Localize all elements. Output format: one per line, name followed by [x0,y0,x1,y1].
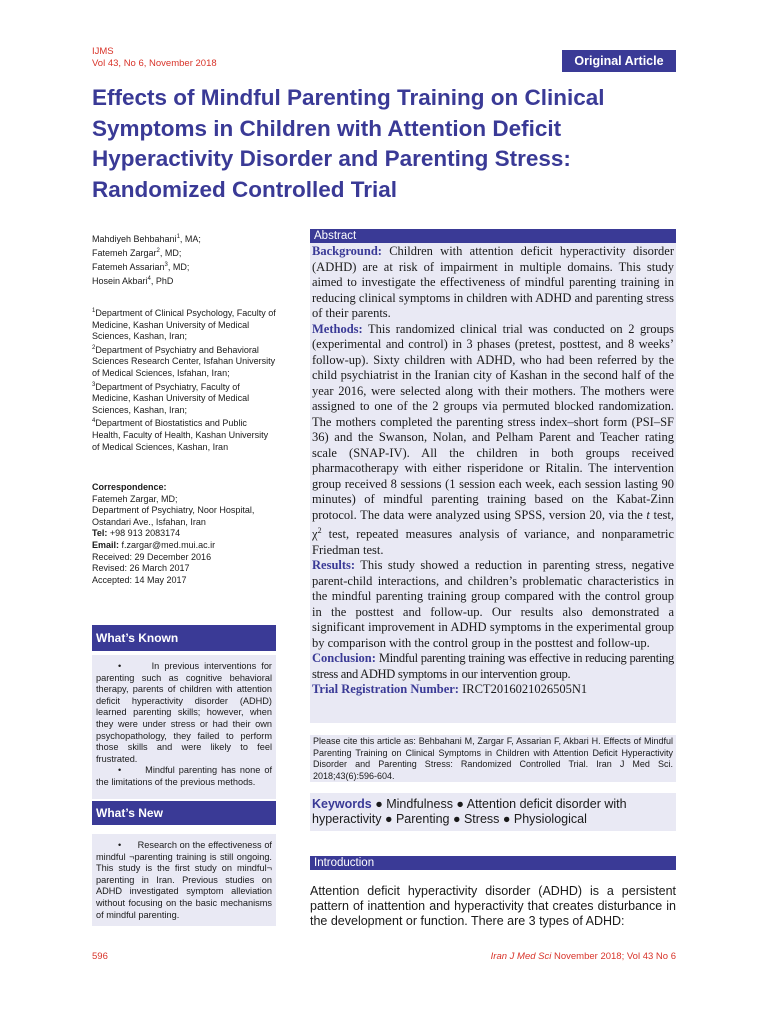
whats-new-box [92,834,276,926]
journal-issue: Vol 43, No 6, November 2018 [92,58,217,69]
whats-known-heading: What’s Known [92,625,276,651]
correspondence-block [92,482,282,586]
whats-new-heading: What’s New [92,801,276,825]
keywords-label: Keywords [312,797,372,811]
affiliation: $^2$Department of Psychiatry and Behavioral Sciences Research Center, Isfahan University of Medical Sciences, Isfahan, Iran; [92,344,276,378]
correspondence-address: Department of Psychiatry, Noor Hospital, Ostandari Ave., Isfahan, Iran [92,505,255,527]
page-number: 596 [92,951,108,962]
article-type-badge: Original Article [562,50,676,72]
accepted-date: Accepted: 14 May 2017 [92,574,187,585]
footer-journal: Iran J Med Sci November 2018; Vol 43 No 6 [490,951,676,962]
affiliation: $^3$Department of Psychiatry, Faculty of Medicine, Kashan University of Medical Sciences, Kashan, Iran; [92,381,250,415]
author: Fatemeh Zargar$^2$, MD; [92,248,182,258]
abstract-trial-registration: Trial Registration Number: IRCT2016021026505N1 [312,682,588,697]
abstract-heading: Abstract [310,229,676,243]
keywords-list: ● Mindfulness ● Attention deficit disorder with hyperactivity ● Parenting ● Stress ● Physiological [312,797,627,826]
revised-date: Revised: 26 March 2017 [92,563,190,574]
author: Fatemeh Assarian$^3$, MD; [92,262,190,272]
correspondence-tel: Tel: +98 913 2083174 [92,528,181,539]
journal-header [92,46,217,70]
introduction-text: Attention deficit hyperactivity disorder (ADHD) is a persistent pattern of inattention and hyperactivity that creates disturbance in the development or function. There are 3 types of ADHD: [310,884,676,929]
affiliation: $^1$Department of Clinical Psychology, Faculty of Medicine, Kashan University of Medical Sciences, Kashan, Iran; [92,308,276,342]
affiliation-list [92,306,276,453]
list-item: • Research on the effectiveness of mindful ¬parenting training is still ongoing. This study is the first study on mindful¬ parenting in Iran. Previous studies on ADHD investigated symptom alleviation without focusing on the basic mechanisms of mindful parenting. [96,840,272,920]
author: Mahdiyeh Behbahani$^1$, MA; [92,234,201,244]
article-title: Effects of Mindful Parenting Training on Clinical Symptoms in Children with Attention Deficit Hyperactivity Disorder and Parenting Stress: Randomized Controlled Trial [92,85,605,202]
abstract-background: Background: Children with attention deficit hyperactivity disorder (ADHD) are at risk of impairment in multiple domains. This study aimed to investigate the effectiveness of mindful parenting training in reducing clinical symptoms in children with ADHD and parenting stress of their parents. [312,244,674,320]
correspondence-email: Email: f.zargar@med.mui.ac.ir [92,539,216,550]
whats-known-box [92,655,276,799]
affiliation: $^4$Department of Biostatistics and Public Health, Faculty of Health, Kashan University of Medical Sciences, Kashan, Iran [92,418,269,452]
journal-name: IJMS [92,46,114,57]
citation-box: Please cite this article as: Behbahani M, Zargar F, Assarian F, Akbari H. Effects of Mindful Parenting Training on Clinical Symptoms in Children with Attention Deficit Hyperactivity Disorder and Parenting Stress: Randomized Controlled Trial. Iran J Med Sci. 2018;43(6):596-604. [310,735,676,782]
author-list [92,231,201,287]
abstract-methods: Methods: This randomized clinical trial was conducted on 2 groups (experimental and control) in 3 phases (pretest, posttest, and 8 weeks’ follow-up). Sixty children with ADHD, who had been referred by the child psychiatrist in the Iranian city of Kashan in the second half of the year 2016, were selected along with their mothers. The mothers were assigned to one of the 2 groups via permuted blocked randomization. The mothers completed the parenting stress index–short form (PSI–SF 36) and the Swanson, Nolan, and Pelham Parent and Teacher rating scale (SNAP-IV). All the children in both groups received pharmacotherapy with either risperidone or Ritalin. The intervention group received 8 sessions (1 session each week, each session lasting 90 minutes) of mindful parenting training based on the Kabat-Zinn protocol. The data were analyzed using SPSS, version 20, via the t test, $\chi^2$ test, repeated measures analysis of variance, and nonparametric Friedman test. [312,321,675,557]
author: Hosein Akbari$^4$, PhD [92,276,174,286]
abstract-box [310,243,676,723]
abstract-results: Results: This study showed a reduction in parenting stress, negative parent-child interactions, and children’s problematic characteristics in the mindful parenting training group compared with the control group in the posttest and follow-up. Our results also demonstrated a significant improvement in ADHD symptoms in the experimental group by comparison with the control group in the posttest and follow-up. [312,558,674,650]
email-link[interactable]: f.zargar@med.mui.ac.ir [119,539,216,550]
correspondence-heading: Correspondence: [92,482,167,492]
keywords-box [310,793,676,831]
received-date: Received: 29 December 2016 [92,551,212,562]
abstract-conclusion: Conclusion: Mindful parenting training was effective in reducing parenting stress and ADHD symptoms in our intervention group. [312,651,674,681]
introduction-heading: Introduction [310,856,676,870]
correspondence-name: Fatemeh Zargar, MD; [92,493,178,504]
list-item: • In previous interventions for parenting such as cognitive behavioral therapy, parents of children with attention deficit hyperactivity disorder (ADHD) learned parenting skills; however, when they were under stress or had their own psychopathology, they failed to perform those skills and were likely to feel frustrated. [96,661,272,764]
list-item: • Mindful parenting has none of the limitations of the previous methods. [96,765,272,787]
